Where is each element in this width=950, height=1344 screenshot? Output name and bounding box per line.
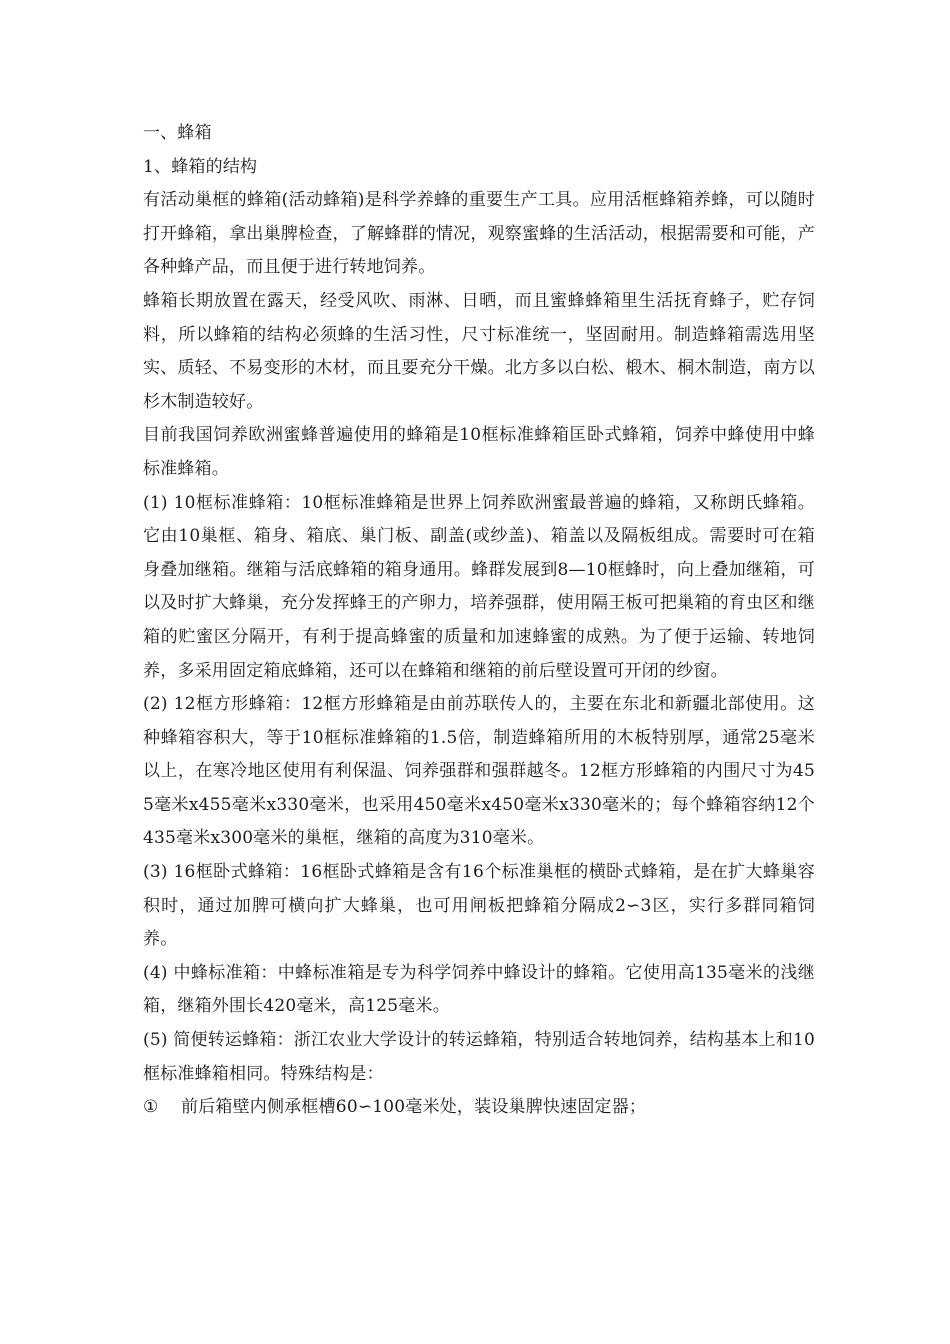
paragraph-chinese-bee-hive: (4) 中蜂标准箱：中蜂标准箱是专为科学饲养中蜂设计的蜂箱。它使用高135毫米的浅继箱，继箱外围长420毫米，高125毫米。 xyxy=(143,962,815,1017)
paragraph-12-frame-hive: (2) 12框方形蜂箱：12框方形蜂箱是由前苏联传人的，主要在东北和新疆北部使用。这种蜂箱容积大，等于10框标准蜂箱的1.5倍，制造蜂箱所用的木板特别厚，通常25毫米以上，在寒冷地区使用有利保温、饲养强群和强群越冬。12框方形蜂箱的内围尺寸为455毫米x455毫米x330毫米，也采用450毫米x450毫米x330毫米的；每个蜂箱容纳12个435毫米x300毫米的巢框，继箱的高度为310毫米。 xyxy=(143,694,815,849)
paragraph-16-frame-hive: (3) 16框卧式蜂箱：16框卧式蜂箱是含有16个标准巢框的横卧式蜂箱，是在扩大蜂巢容积时，通过加脾可横向扩大蜂巢，也可用闸板把蜂箱分隔成2∽3区，实行多群同箱饲养。 xyxy=(143,862,815,950)
paragraph-current-usage: 目前我国饲养欧洲蜜蜂普遍使用的蜂箱是10框标准蜂箱匡卧式蜂箱，饲养中蜂使用中蜂标准蜂箱。 xyxy=(143,425,815,479)
section-heading: 一、蜂箱 xyxy=(143,123,212,143)
list-item xyxy=(143,1091,815,1125)
paragraph-10-frame-hive: (1) 10框标准蜂箱：10框标准蜂箱是世界上饲养欧洲蜜最普遍的蜂箱，又称朗氏蜂箱。它由10巢框、箱身、箱底、巢门板、副盖(或纱盖)、箱盖以及隔板组成。需要时可在箱身叠加继箱。继箱与活底蜂箱的箱身通用。蜂群发展到8—10框蜂时，向上叠加继箱，可以及时扩大蜂巢，充分发挥蜂王的产卵力，培养强群，使用隔王板可把巢箱的育虫区和继箱的贮蜜区分隔开，有利于提高蜂蜜的质量和加速蜂蜜的成熟。为了便于运输、转地饲养，多采用固定箱底蜂箱，还可以在蜂箱和继箱的前后壁设置可开闭的纱窗。 xyxy=(143,492,815,681)
list-item-text: 前后箱壁内侧承框槽60∽100毫米处，装设巢脾快速固定器； xyxy=(181,1097,647,1118)
paragraph-materials: 蜂箱长期放置在露天，经受风吹、雨淋、日晒，而且蜜蜂蜂箱里生活抚育蜂子，贮存饲料，所以蜂箱的结构必须蜂的生活习性，尺寸标准统一，坚固耐用。制造蜂箱需选用坚实、质轻、不易变形的木材，而且要充分干燥。北方多以白松、椴木、桐木制造，南方以杉木制造较好。 xyxy=(143,290,815,412)
document-body xyxy=(143,117,815,1125)
paragraph-transport-hive: (5) 简便转运蜂箱：浙江农业大学设计的转运蜂箱，特别适合转地饲养，结构基本上和10框标准蜂箱相同。特殊结构是： xyxy=(143,1030,815,1084)
paragraph-intro: 有活动巢框的蜂箱(活动蜂箱)是科学养蜂的重要生产工具。应用活框蜂箱养蜂，可以随时打开蜂箱，拿出巢脾检查，了解蜂群的情况，观察蜜蜂的生活活动，根据需要和可能，产各种蜂产品，而且便于进行转地饲养。 xyxy=(143,190,815,278)
list-item-marker: ① xyxy=(143,1097,159,1118)
subsection-heading: 1、蜂箱的结构 xyxy=(143,156,258,177)
